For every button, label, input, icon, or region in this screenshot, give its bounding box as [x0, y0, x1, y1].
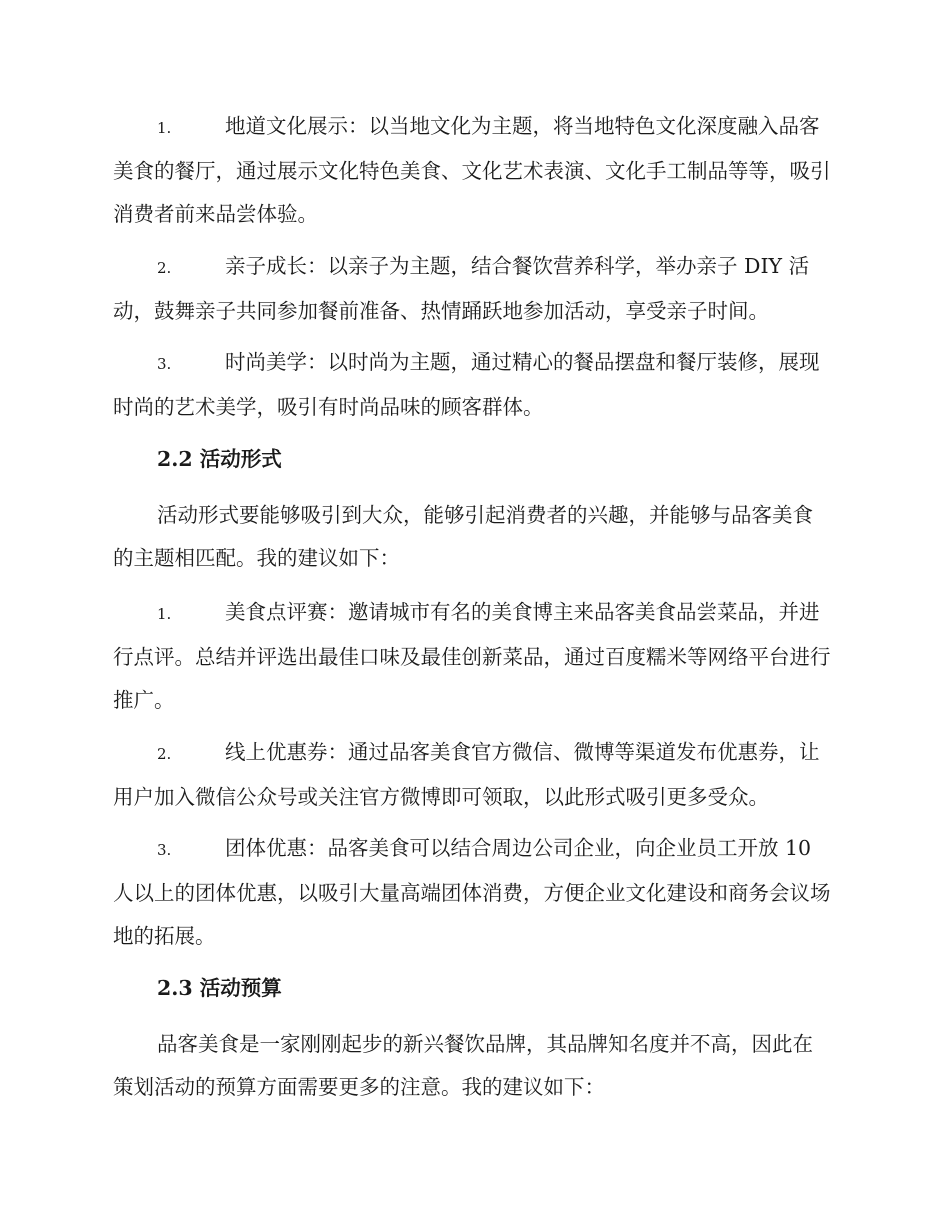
theme-item-2: [113, 245, 833, 333]
activity-form-intro: 活动形式要能够吸引到大众，能够引起消费者的兴趣，并能够与品客美食的主题相匹配。我的建议如下：: [113, 503, 813, 570]
theme-item-3: [113, 341, 833, 429]
list-number: 1.: [157, 605, 172, 623]
list-number: 3.: [157, 841, 172, 859]
activity-item-2: [113, 731, 833, 819]
list-item-text: 美食点评赛：邀请城市有名的美食博主来品客美食品尝菜品，并进行点评。总结并评选出最佳口味及最佳创新菜品，通过百度糯米等网络平台进行推广。: [113, 600, 831, 712]
activity-item-3: [113, 827, 833, 958]
list-number: 1.: [157, 119, 172, 137]
list-item-text: 时尚美学：以时尚为主题，通过精心的餐品摆盘和餐厅装修，展现时尚的艺术美学，吸引有时尚品味的顾客群体。: [113, 350, 820, 419]
budget-intro: 品客美食是一家刚刚起步的新兴餐饮品牌，其品牌知名度并不高，因此在策划活动的预算方面需要更多的注意。我的建议如下：: [113, 1032, 813, 1099]
list-item-text: 地道文化展示：以当地文化为主题，将当地特色文化深度融入品客美食的餐厅，通过展示文化特色美食、文化艺术表演、文化手工制品等等，吸引消费者前来品尝体验。: [113, 114, 831, 226]
list-number: 2.: [157, 259, 172, 277]
list-item-text: 团体优惠：品客美食可以结合周边公司企业，向企业员工开放 10 人以上的团体优惠，以吸引大量高端团体消费，方便企业文化建设和商务会议场地的拓展。: [113, 836, 831, 948]
section-heading-activity-form: 2.2 活动形式: [157, 447, 282, 471]
list-number: 2.: [157, 745, 172, 763]
theme-item-1: [113, 105, 833, 236]
list-item-text: 线上优惠券：通过品客美食官方微信、微博等渠道发布优惠券，让用户加入微信公众号或关注官方微博即可领取，以此形式吸引更多受众。: [113, 740, 820, 809]
activity-item-1: [113, 591, 833, 722]
list-number: 3.: [157, 355, 172, 373]
section-heading-budget: 2.3 活动预算: [157, 976, 282, 1000]
list-item-text: 亲子成长：以亲子为主题，结合餐饮营养科学，举办亲子 DIY 活动，鼓舞亲子共同参加餐前准备、热情踊跃地参加活动，享受亲子时间。: [113, 254, 810, 323]
